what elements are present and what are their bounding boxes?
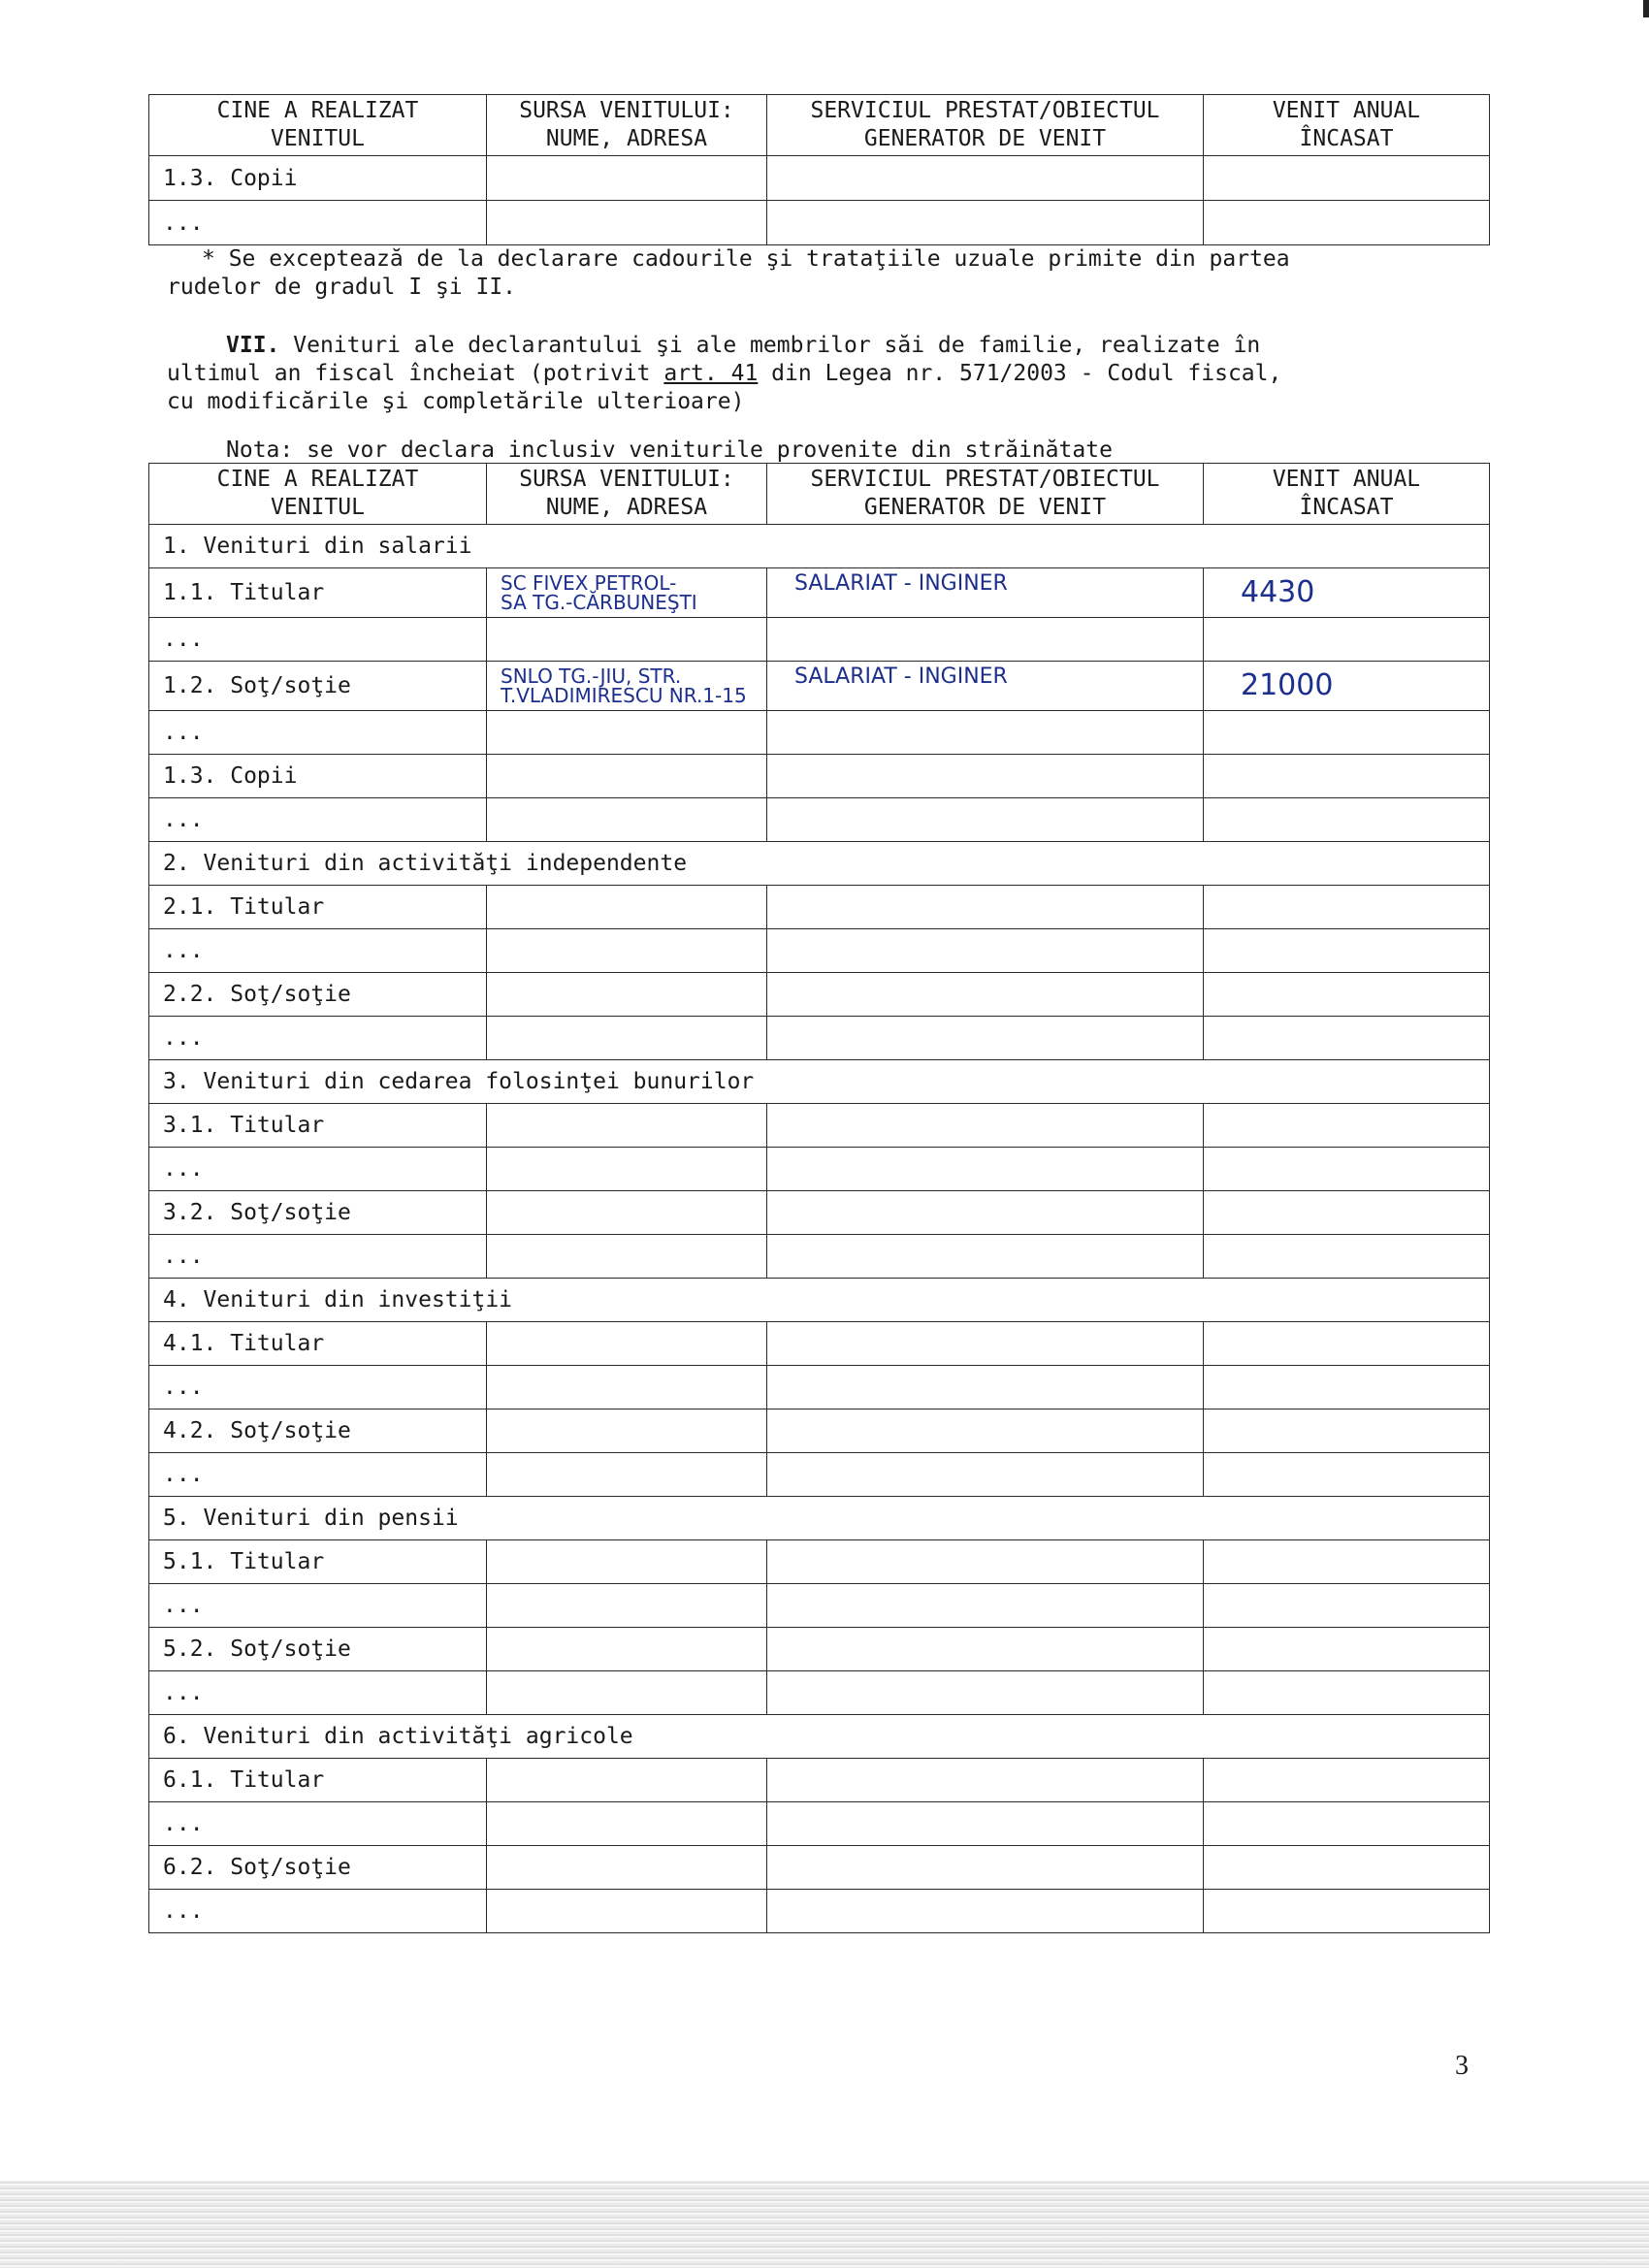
section-row (149, 1060, 1490, 1104)
row-label: ... (149, 1584, 487, 1628)
table-row (149, 929, 1490, 973)
row-label: 5.1. Titular (149, 1540, 487, 1584)
table-row (149, 662, 1490, 711)
row-label: 1.2. Soţ/soţie (149, 662, 487, 711)
table-row (149, 1104, 1490, 1148)
section-title: 2. Venituri din activităţi independente (149, 842, 1490, 886)
row-label: ... (149, 1671, 487, 1715)
table-row (149, 711, 1490, 755)
income-table (148, 463, 1490, 1933)
table-row (149, 1409, 1490, 1453)
row-label: ... (149, 1235, 487, 1279)
table-row (149, 1671, 1490, 1715)
handwritten-source: SNLO TG.-JIU, STR. T.VLADIMIRESCU NR.1-15 (487, 662, 767, 711)
row-label: 2.1. Titular (149, 886, 487, 929)
row-label: 1.1. Titular (149, 568, 487, 618)
row-label: ... (149, 1802, 487, 1846)
row-label: 5.2. Soţ/soţie (149, 1628, 487, 1671)
table-row (149, 798, 1490, 842)
scan-bottom-band (0, 2181, 1649, 2268)
table-row (149, 201, 1490, 245)
row-label: ... (149, 1017, 487, 1060)
row-label: 4.1. Titular (149, 1322, 487, 1366)
section-title: 1. Venituri din salarii (149, 525, 1490, 568)
top-income-table (148, 94, 1490, 245)
footnote-line1: * Se exceptează de la declarare cadourile şi trataţiile uzuale primite din partea (202, 246, 1290, 272)
table-row (149, 973, 1490, 1017)
section-vii-line2: ultimul an fiscal încheiat (potrivit art. 41 din Legea nr. 571/2003 - Codul fiscal, (167, 361, 1282, 386)
section-number: VII. (226, 333, 280, 358)
table-row (149, 1017, 1490, 1060)
handwritten-income: 4430 (1204, 568, 1490, 618)
row-label: 6.2. Soţ/soţie (149, 1846, 487, 1890)
table-row (149, 618, 1490, 662)
row-label: ... (149, 1453, 487, 1497)
row-label: 4.2. Soţ/soţie (149, 1409, 487, 1453)
section-row (149, 1497, 1490, 1540)
table-header-row (149, 464, 1490, 525)
row-label: 2.2. Soţ/soţie (149, 973, 487, 1017)
table-row (149, 755, 1490, 798)
table-row (149, 1453, 1490, 1497)
table-row (149, 156, 1490, 201)
section-title: 3. Venituri din cedarea folosinţei bunurilor (149, 1060, 1490, 1104)
table-row (149, 1759, 1490, 1802)
section-title: 4. Venituri din investiţii (149, 1279, 1490, 1322)
handwritten-source: SC FIVEX PETROL- SA TG.-CĂRBUNEŞTI (487, 568, 767, 618)
row-label: ... (149, 618, 487, 662)
section-row (149, 1279, 1490, 1322)
section-title: 6. Venituri din activităţi agricole (149, 1715, 1490, 1759)
footnote-line2: rudelor de gradul I şi II. (167, 275, 517, 300)
row-label: ... (149, 201, 487, 245)
table-row (149, 1540, 1490, 1584)
handwritten-service: SALARIAT - INGINER (767, 662, 1204, 711)
law-article-link: art. 41 (663, 361, 759, 386)
row-label: ... (149, 1366, 487, 1409)
section-row (149, 842, 1490, 886)
row-label: ... (149, 711, 487, 755)
section-row (149, 1715, 1490, 1759)
nota-text: Nota: se vor declara inclusiv veniturile provenite din străinătate (226, 437, 1113, 463)
section-title: 5. Venituri din pensii (149, 1497, 1490, 1540)
page-number: 3 (1455, 2051, 1469, 2081)
header-sursa: SURSA VENITULUI: NUME, ADRESA (487, 464, 767, 525)
row-label: 3.2. Soţ/soţie (149, 1191, 487, 1235)
table-row (149, 1191, 1490, 1235)
section-vii-line3: cu modificările şi completările ulterioare) (167, 389, 745, 414)
header-venit: VENIT ANUAL ÎNCASAT (1204, 95, 1490, 156)
scan-edge-mark (1643, 0, 1649, 17)
handwritten-income: 21000 (1204, 662, 1490, 711)
row-label: 1.3. Copii (149, 156, 487, 201)
section-vii-line1: VII. Venituri ale declarantului şi ale membrilor săi de familie, realizate în (226, 333, 1261, 358)
table-row (149, 1802, 1490, 1846)
header-cine: CINE A REALIZAT VENITUL (149, 464, 487, 525)
header-serviciul: SERVICIUL PRESTAT/OBIECTUL GENERATOR DE VENIT (767, 95, 1204, 156)
section-row (149, 525, 1490, 568)
row-label: 1.3. Copii (149, 755, 487, 798)
table-row (149, 886, 1490, 929)
header-sursa: SURSA VENITULUI: NUME, ADRESA (487, 95, 767, 156)
table-row (149, 1846, 1490, 1890)
table-row (149, 1628, 1490, 1671)
table-row (149, 1584, 1490, 1628)
table-row (149, 1322, 1490, 1366)
table-row (149, 1235, 1490, 1279)
handwritten-service: SALARIAT - INGINER (767, 568, 1204, 618)
table-row (149, 568, 1490, 618)
header-serviciul: SERVICIUL PRESTAT/OBIECTUL GENERATOR DE VENIT (767, 464, 1204, 525)
row-label: ... (149, 1890, 487, 1933)
row-label: ... (149, 798, 487, 842)
table-row (149, 1148, 1490, 1191)
row-label: ... (149, 1148, 487, 1191)
header-cine: CINE A REALIZAT VENITUL (149, 95, 487, 156)
header-venit: VENIT ANUAL ÎNCASAT (1204, 464, 1490, 525)
row-label: ... (149, 929, 487, 973)
table-row (149, 1890, 1490, 1933)
table-row (149, 1366, 1490, 1409)
row-label: 6.1. Titular (149, 1759, 487, 1802)
table-header-row (149, 95, 1490, 156)
row-label: 3.1. Titular (149, 1104, 487, 1148)
